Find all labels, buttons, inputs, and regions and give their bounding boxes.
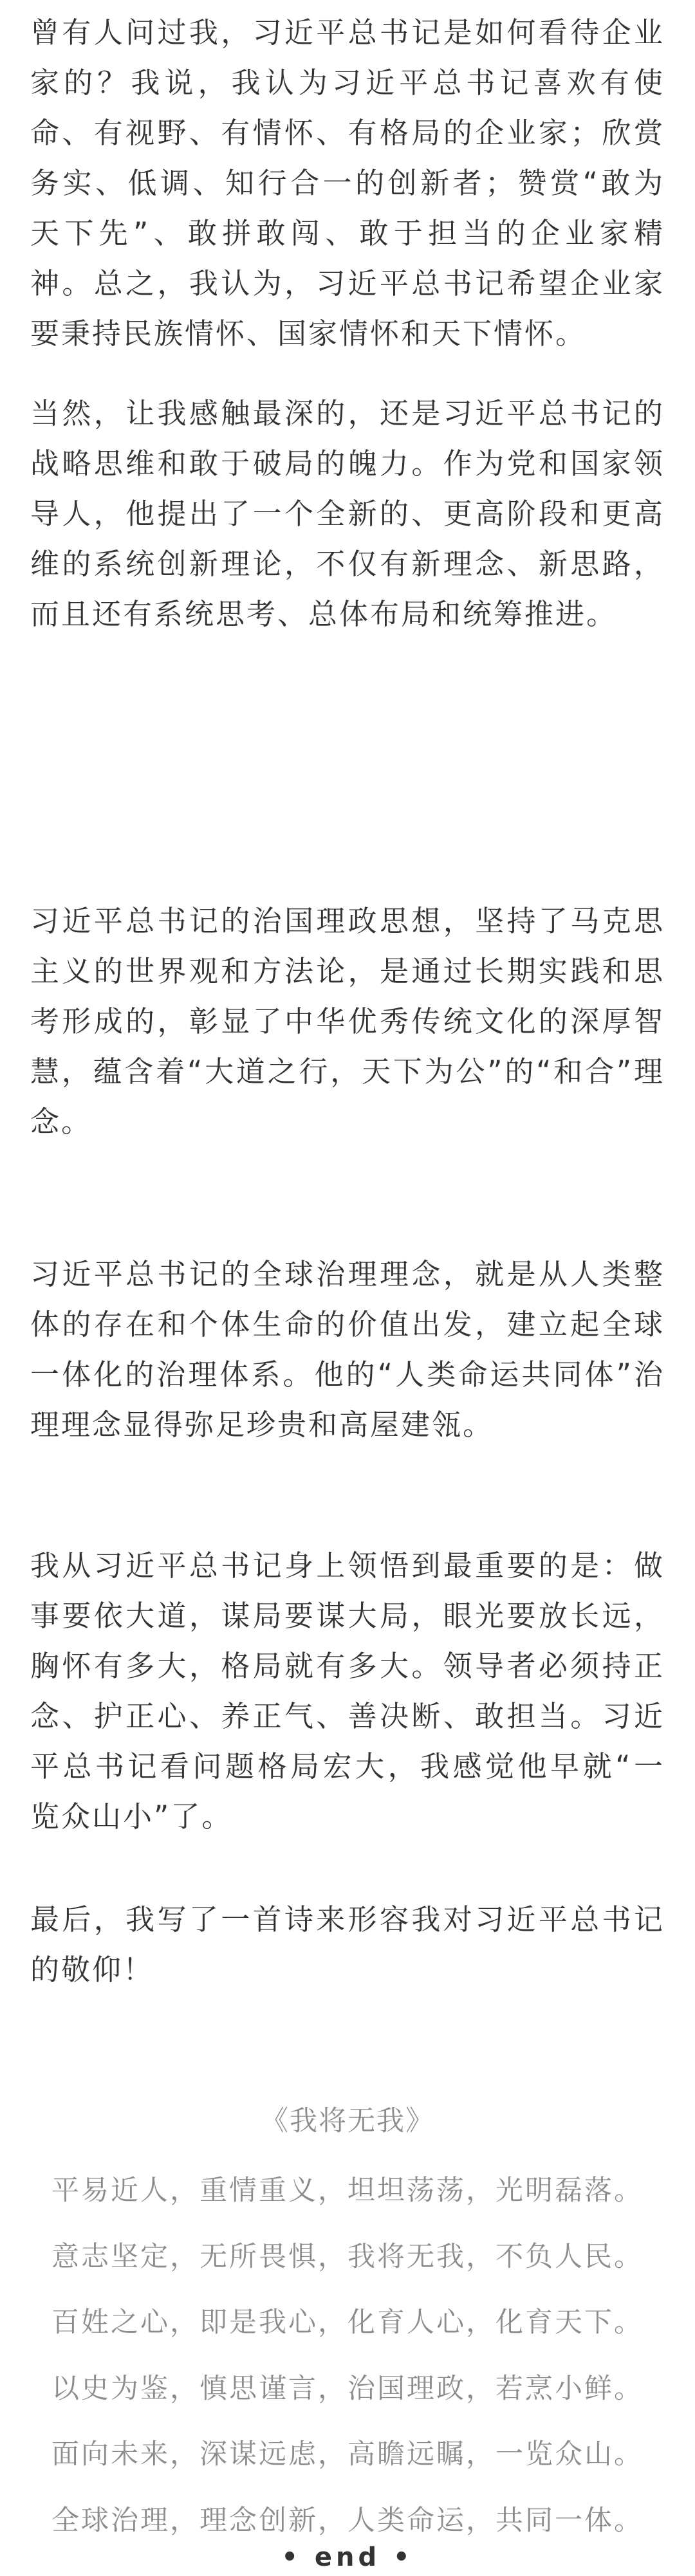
paragraph-governance: 习近平总书记的治国理政思想，坚持了马克思主义的世界观和方法论，是通过长期实践和思考形成的，彰显了中华优秀传统文化的深厚智慧，蕴含着“大道之行，天下为公”的“和合”理念。 — [30, 904, 665, 1139]
poem-line: 百姓之心，即是我心，化育人心，化育天下。 — [51, 2306, 644, 2339]
poem-line: 平易近人，重情重义，坦坦荡荡，光明磊落。 — [51, 2175, 644, 2207]
paragraph-closing: 最后，我写了一首诗来形容我对习近平总书记的敬仰！ — [30, 1902, 665, 1987]
end-marker: • end • — [281, 2543, 414, 2572]
paragraph-insights: 我从习近平总书记身上领悟到最重要的是：做事要依大道，谋局要谋大局，眼光要放长远，胸怀有多大，格局就有多大。领导者必须持正念、护正心、养正气、善决断、敢担当。习近平总书记看问题格局宏大，我感觉他早就“一览众山小”了。 — [30, 1549, 665, 1834]
paragraph-entrepreneurs: 曾有人问过我，习近平总书记是如何看待企业家的？我说，我认为习近平总书记喜欢有使命、有视野、有情怀、有格局的企业家；欣赏务实、低调、知行合一的创新者；赞赏“敢为天下先”、敢拼敢闯、敢于担当的企业家精神。总之，我认为，习近平总书记希望企业家要秉持民族情怀、国家情怀和天下情怀。 — [30, 15, 665, 351]
poem-line: 以史为鉴，慎思谨言，治国理政，若烹小鲜。 — [51, 2373, 644, 2405]
poem-title: 《我将无我》 — [261, 2105, 434, 2137]
poem-line: 面向未来，深谋远虑，高瞻远瞩，一览众山。 — [51, 2438, 644, 2470]
poem-line: 全球治理，理念创新，人类命运，共同一体。 — [51, 2505, 644, 2537]
paragraph-strategic-thinking: 当然，让我感触最深的，还是习近平总书记的战略思维和敢于破局的魄力。作为党和国家领导人，他提出了一个全新的、更高阶段和更高维的系统创新理论，不仅有新理念、新思路，而且还有系统思考、总体布局和统筹推进。 — [30, 396, 665, 631]
paragraph-global-governance: 习近平总书记的全球治理理念，就是从人类整体的存在和个体生命的价值出发，建立起全球一体化的治理体系。他的“人类命运共同体”治理理念显得弥足珍贵和高屋建瓴。 — [30, 1257, 665, 1442]
poem-line: 意志坚定，无所畏惧，我将无我，不负人民。 — [51, 2241, 644, 2273]
